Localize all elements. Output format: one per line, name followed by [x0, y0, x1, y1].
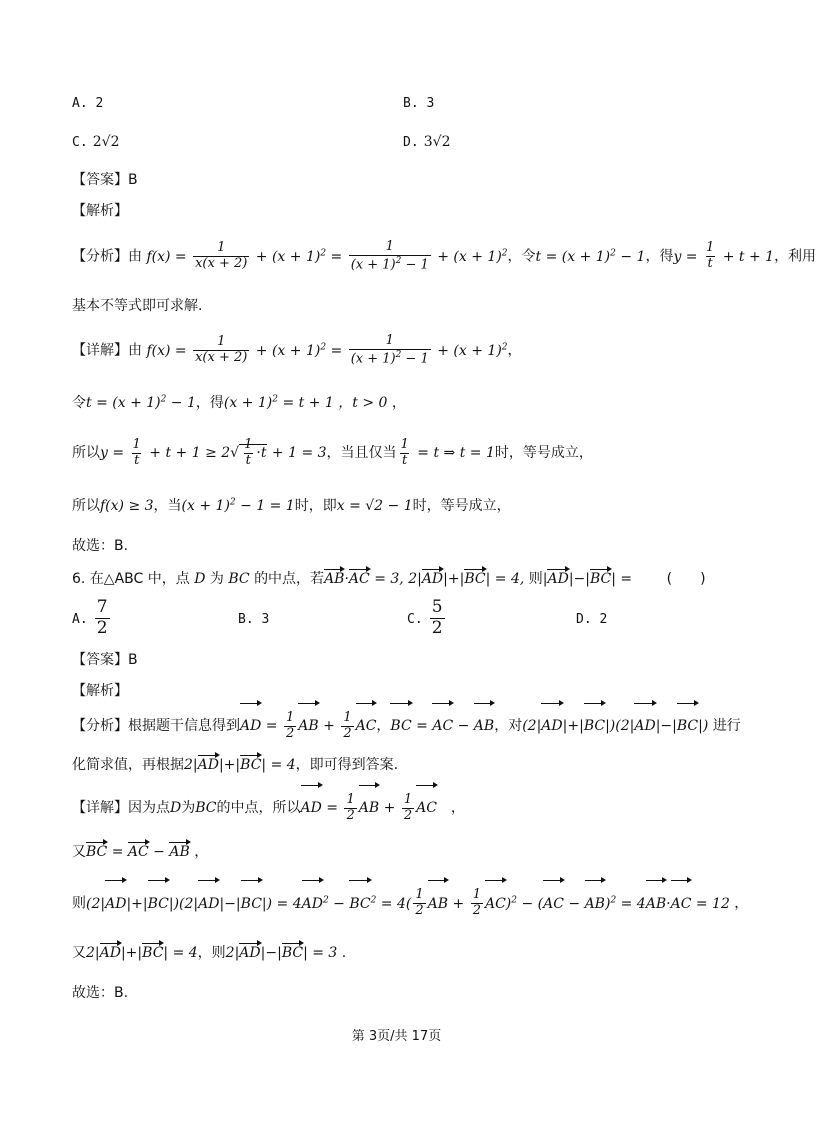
analysis-lead: 由 — [128, 248, 142, 265]
detail-mid2: 的中点，所以 — [216, 800, 301, 816]
formula-ad-decomp: AD = $\frac{1}{2}$ AB + $\frac{1}{2}$ AC — [240, 718, 376, 734]
q6-analysis-line2 — [72, 754, 398, 774]
q6-option-d: D. 2 — [576, 612, 608, 627]
answer-tag: 【答案】 — [72, 652, 128, 668]
q5-choose: 故选：B. — [72, 538, 129, 554]
formula-f-x: f(x) = $\frac{1}{x(x + 2)}$ + $(x + 1)^2$ = $\frac{1}{(x + 1)^2 - 1}$ + $(x + 1)^2$ — [146, 239, 508, 273]
detail-lead: 由 — [128, 342, 142, 359]
formula-substitution: $(x + 1)^2 = t + 1$ ，t > 0 — [223, 394, 388, 411]
q6-stem-d: 则 — [528, 571, 543, 587]
analysis-line2-b: ，即可得到答案. — [295, 757, 399, 773]
q5-option-c-label: C. — [72, 135, 88, 150]
formula-f-x-detail: f(x) = $\frac{1}{x(x + 2)}$ + $(x + 1)^2$ = $\frac{1}{(x + 1)^2 - 1}$ + $(x + 1)^2$ — [146, 333, 508, 367]
q5-answer — [72, 169, 138, 189]
point-d: D — [194, 571, 206, 587]
q6-option-c-value: $\frac{5}{2}$ — [431, 597, 443, 638]
q6-option-c-label: C. — [407, 612, 423, 627]
answer-tag: 【答案】 — [72, 172, 128, 188]
q5-detail-let-line: 令$t = (x + 1)^2 - 1$，得$(x + 1)^2 = t + 1$ ，t > 0 ， — [72, 394, 406, 411]
detail-tag: 【详解】 — [72, 342, 128, 359]
formula-sum-4: 2|AD|+|BC| = 4 — [184, 757, 296, 773]
q6-detail-also2: 又2|AD|+|BC| = 4，则2|AD|−|BC| = 3 . — [72, 942, 346, 962]
analysis-tail: 进行 — [712, 718, 741, 734]
detail-lead: 因为点 — [128, 800, 170, 816]
q6-stem-a: 在△ABC 中，点 — [89, 571, 190, 587]
so2-tail: 时，等号成立， — [412, 498, 511, 514]
comma: ， — [507, 342, 522, 359]
q6-detail-also: 又BC = AC − AB ， — [72, 841, 208, 861]
so-prefix: 所以 — [72, 445, 100, 461]
answer-value: B — [128, 652, 138, 668]
q5-analysis-line1: 【分析】由 f(x) = $\frac{1}{x(x + 2)}$ + $(x + 1)^2$ = $\frac{1}{(x + 1)^2 - 1}$ + $(x + 1)^2$，令$t = (x + 1)^2 - 1$，得y = $\frac{1}{t}$ + t + 1，利用 — [72, 239, 816, 273]
formula-expand: $(2|AD|+|BC|)(2|AD|-|BC|) = 4AD^2 - BC^2 = 4$( $\frac{1}{2}$ AB + $\frac{1}{2}$ AC)$^2$ − (AC − AB)$^2$ = 4AB·AC = 12 — [86, 896, 730, 912]
iff-word: ，当且仅当 — [326, 445, 397, 461]
analysis-tail: ，利用 — [774, 248, 816, 265]
also-prefix: 又 — [72, 945, 86, 961]
q6-stem — [72, 568, 706, 588]
q6-option-b: B. 3 — [238, 612, 270, 627]
q6-detail-line1 — [72, 784, 465, 829]
formula-t-def: $t = (x + 1)^2 - 1$ — [535, 248, 646, 265]
segment-bc: BC — [195, 800, 217, 816]
formula-bc-decomp: BC = AC − AB — [390, 718, 494, 734]
formula-f-ge-3: f(x) ≥ 3 — [100, 498, 154, 514]
let-word: 令 — [521, 248, 536, 265]
q6-option-a-label: A. — [72, 612, 88, 627]
formula-y: y = $\frac{1}{t}$ + t + 1 — [673, 240, 775, 272]
formula-when-case: $(x + 1)^2 - 1 = 1$ — [181, 497, 295, 514]
page-footer: 第 3页/共 17页 — [351, 1029, 442, 1044]
q6-explain-tag: 【解析】 — [72, 683, 128, 699]
segment-bc: BC — [228, 571, 250, 587]
q5-option-a: A. 2 — [72, 96, 104, 111]
detail-tail: ， — [450, 800, 465, 816]
then-word: 时，即 — [294, 498, 337, 514]
formula-bc-decomp-detail: BC = AC − AB — [86, 844, 190, 860]
q5-analysis-line2: 基本不等式即可求解. — [72, 298, 203, 314]
formula-q6-ask: |AD|−|BC| = — [543, 571, 632, 587]
q6-answer — [72, 649, 138, 669]
let-prefix: 令 — [72, 395, 86, 411]
q6-option-a — [72, 598, 112, 640]
formula-result: 2|AD|−|BC| = 3 — [226, 945, 338, 961]
detail-mid1: 为 — [181, 800, 196, 816]
formula-ad-decomp-detail: AD = $\frac{1}{2}$ AB + $\frac{1}{2}$ AC — [301, 800, 437, 816]
q6-option-a-value: $\frac{7}{2}$ — [96, 597, 108, 638]
q5-detail-so2 — [72, 495, 511, 515]
also-prefix: 又 — [72, 844, 86, 860]
q6-stem-b: 为 — [209, 571, 224, 587]
q6-option-c — [407, 598, 447, 640]
detail-tag: 【详解】 — [72, 800, 128, 816]
formula-x-value: x = √2 − 1 — [336, 498, 413, 514]
get-word: 得 — [659, 248, 674, 265]
q5-explain-tag: 【解析】 — [72, 203, 128, 219]
so-prefix: 所以 — [72, 498, 100, 514]
q5-option-c-value: 2√2 — [92, 134, 120, 150]
q5-detail-so1 — [72, 432, 593, 474]
analysis-lead: 根据题干信息得到 — [128, 718, 240, 734]
analysis-mid: ，对 — [494, 718, 523, 734]
formula-t-def-detail: $t = (x + 1)^2 - 1$ — [86, 394, 196, 411]
q6-detail-then: 则$(2|AD|+|BC|)(2|AD|-|BC|) = 4AD^2 - BC^2 = 4$( $\frac{1}{2}$ AB + $\frac{1}{2}$ AC)$^2$ − (AC − AB)$^2$ = 4AB·AC = 12 ， — [72, 878, 748, 926]
formula-q6-condition: AB·AC = 3, 2|AD|+|BC| = 4, — [324, 571, 524, 587]
q5-detail-line1 — [72, 326, 522, 372]
q5-option-d — [403, 131, 451, 150]
then-prefix: 则 — [72, 895, 86, 912]
q6-blank: ( ) — [666, 571, 706, 587]
formula-equality-case: $\frac{1}{t}$ = t ⇒ t = 1 — [400, 436, 495, 468]
q6-stem-c: 的中点，若 — [254, 571, 325, 587]
q6-analysis-line1: 【分析】根据题干信息得到AD = $\frac{1}{2}$ AB + $\frac{1}{2}$ AC，BC = AC − AB，对(2|AD|+|BC|)(2|AD|−|BC|) 进行 — [72, 702, 741, 747]
analysis-line2-a: 化简求值，再根据 — [72, 757, 184, 773]
q5-option-b: B. 3 — [403, 96, 435, 111]
formula-inequality: y = $\frac{1}{t}$ + t + 1 ≥ 2√ $\frac{1}{t}$ ·t + 1 = 3 — [100, 436, 327, 468]
q6-choose: 故选：B. — [72, 985, 129, 1001]
answer-value: B — [128, 172, 138, 188]
so1-tail: 时，等号成立， — [494, 445, 593, 461]
point-d: D — [170, 800, 182, 816]
formula-sum-4-detail: 2|AD|+|BC| = 4 — [86, 945, 198, 961]
then-word: ，则 — [197, 945, 226, 961]
q5-option-d-label: D. — [403, 135, 419, 150]
when-word: ，当 — [153, 498, 182, 514]
q5-option-d-value: 3√2 — [423, 134, 451, 150]
q6-number: 6. — [72, 571, 86, 587]
analysis-tag: 【分析】 — [72, 718, 128, 734]
formula-product: (2|AD|+|BC|)(2|AD|−|BC|) — [522, 718, 708, 734]
analysis-tag: 【分析】 — [72, 248, 128, 265]
get-word: ，得 — [195, 395, 224, 411]
q5-option-c — [72, 131, 120, 150]
